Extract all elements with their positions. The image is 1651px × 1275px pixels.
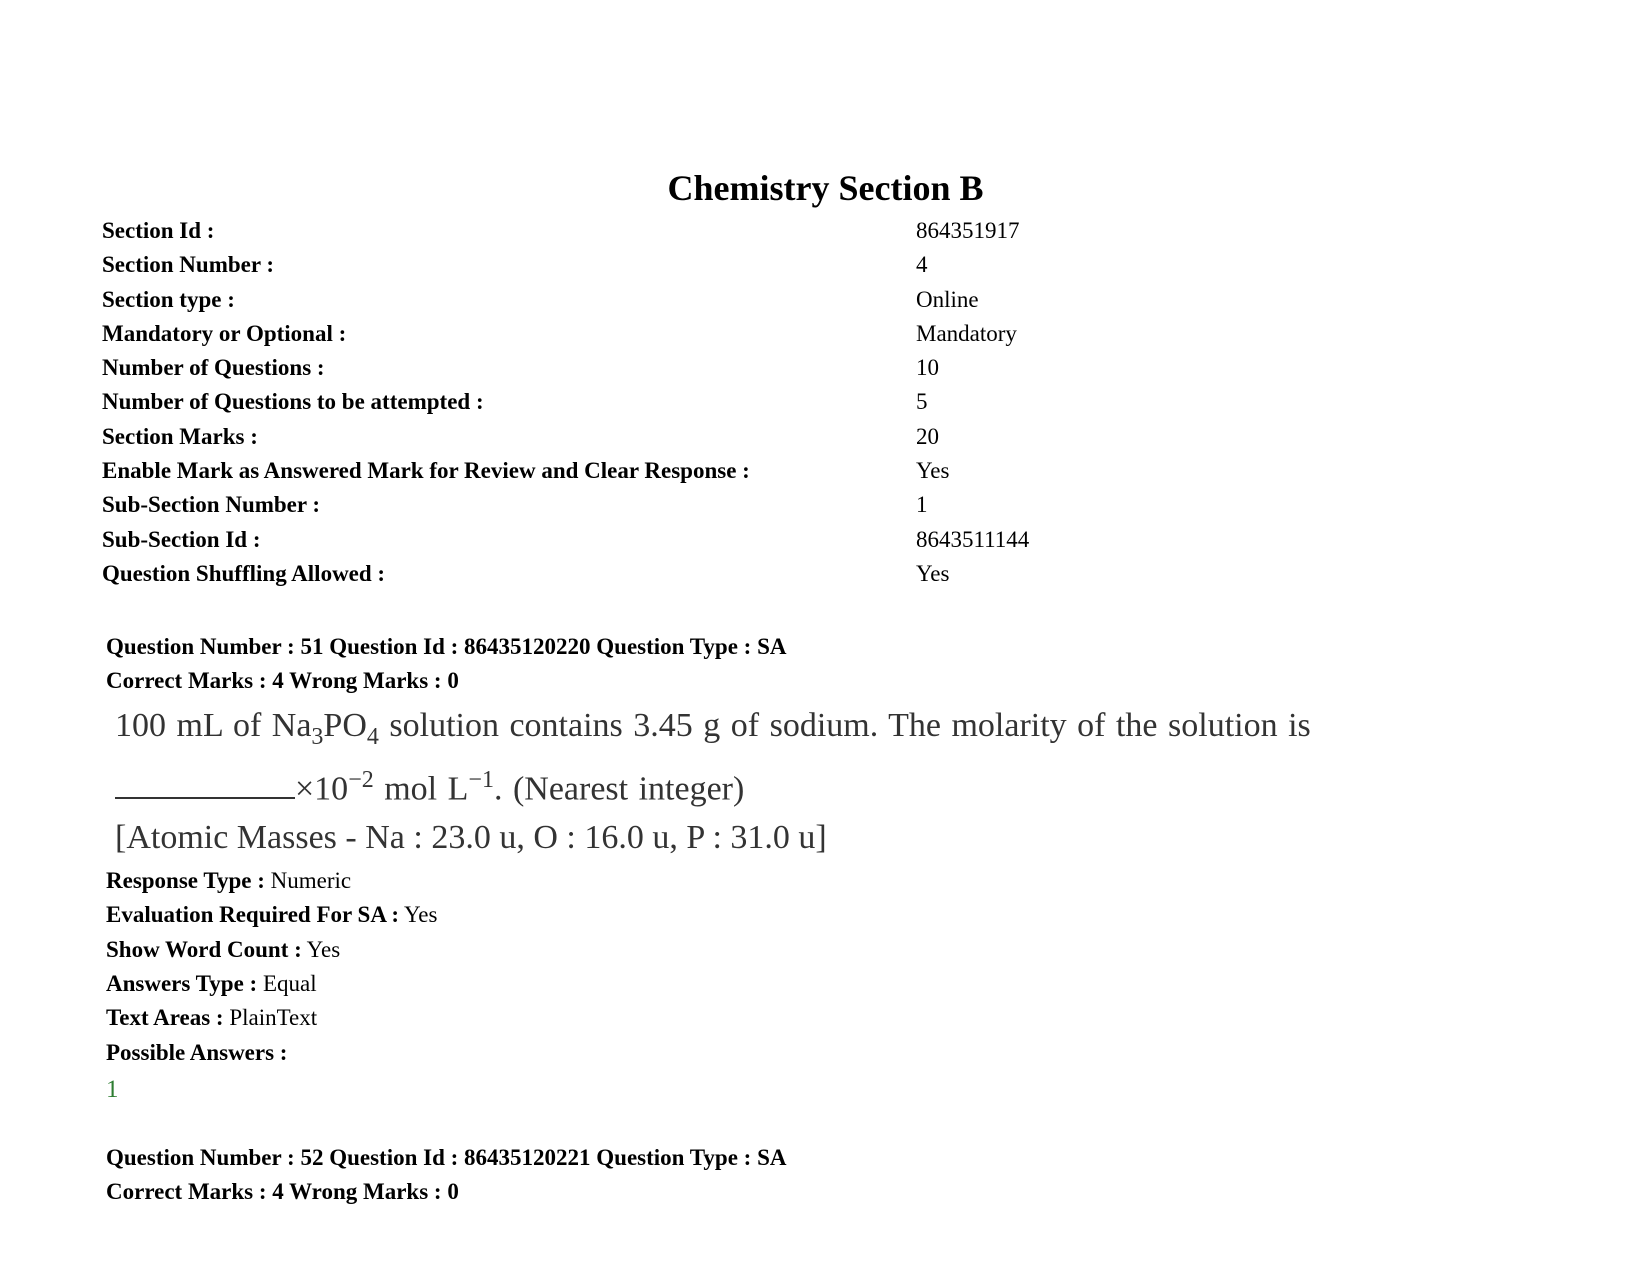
meta-row xyxy=(106,1001,1606,1035)
section-marks-value: 20 xyxy=(916,423,939,449)
question-text-part: solution contains 3.45 g of sodium. The molarity of the solution is xyxy=(378,707,1311,744)
shuffling-value: Yes xyxy=(916,560,950,586)
section-info-table xyxy=(102,214,1542,591)
meta-row xyxy=(106,1036,1606,1070)
info-row xyxy=(102,420,1542,454)
subscript: 4 xyxy=(366,723,379,750)
answers-type-label: Answers Type : xyxy=(106,971,258,997)
section-marks-label: Section Marks : xyxy=(102,423,258,449)
question-header: Question Number : 52 Question Id : 86435120221 Question Type : SA xyxy=(106,1145,787,1170)
info-row xyxy=(102,351,1542,385)
info-row xyxy=(102,454,1542,488)
question-51 xyxy=(106,630,1606,1108)
sub-section-id-label: Sub-Section Id : xyxy=(102,526,261,552)
page-title: Chemistry Section B xyxy=(667,168,984,208)
possible-answer: 1 xyxy=(106,1075,119,1103)
superscript: −1 xyxy=(468,766,494,793)
answers-type-value: Equal xyxy=(257,971,317,997)
number-of-questions-label: Number of Questions : xyxy=(102,355,325,381)
superscript: −2 xyxy=(348,766,374,793)
question-text-part: . (Nearest integer) xyxy=(493,770,745,808)
info-row xyxy=(102,385,1542,419)
info-row xyxy=(102,488,1542,522)
question-52 xyxy=(106,1141,1606,1209)
question-marks: Correct Marks : 4 Wrong Marks : 0 xyxy=(106,668,459,693)
info-row xyxy=(102,248,1542,282)
mandatory-label: Mandatory or Optional : xyxy=(102,320,347,346)
questions-to-attempt-value: 5 xyxy=(916,389,928,415)
info-row xyxy=(102,214,1542,248)
show-word-count-label: Show Word Count : xyxy=(106,936,302,962)
section-number-label: Section Number : xyxy=(102,252,275,278)
info-row xyxy=(102,283,1542,317)
show-word-count-value: Yes xyxy=(301,936,341,962)
meta-row xyxy=(106,898,1606,932)
enable-mark-value: Yes xyxy=(916,458,950,484)
section-id-label: Section Id : xyxy=(102,218,215,243)
evaluation-required-value: Yes xyxy=(399,902,438,928)
meta-row xyxy=(106,967,1606,1001)
subscript: 3 xyxy=(311,723,324,750)
section-type-value: Online xyxy=(916,286,979,312)
number-of-questions-value: 10 xyxy=(916,355,939,381)
question-text-part: 100 mL of Na xyxy=(115,707,312,744)
sub-section-number-value: 1 xyxy=(916,492,928,518)
questions-to-attempt-label: Number of Questions to be attempted : xyxy=(102,389,484,415)
info-row xyxy=(102,557,1542,591)
evaluation-required-label: Evaluation Required For SA : xyxy=(106,902,400,928)
question-marks: Correct Marks : 4 Wrong Marks : 0 xyxy=(106,1179,459,1204)
atomic-masses: [Atomic Masses - Na : 23.0 u, O : 16.0 u, P : 31.0 u] xyxy=(115,819,827,857)
question-header: Question Number : 51 Question Id : 86435120220 Question Type : SA xyxy=(106,634,787,659)
question-text-part: mol L xyxy=(373,770,469,808)
sub-section-id-value: 8643511144 xyxy=(916,526,1030,552)
section-number-value: 4 xyxy=(916,252,928,278)
response-type-value: Numeric xyxy=(264,868,352,894)
meta-row xyxy=(106,864,1606,898)
sub-section-number-label: Sub-Section Number : xyxy=(102,492,321,518)
section-type-label: Section type : xyxy=(102,286,235,312)
meta-row xyxy=(106,933,1606,967)
response-type-label: Response Type : xyxy=(106,868,265,894)
info-row xyxy=(102,317,1542,351)
question-text-part: PO xyxy=(323,707,367,744)
enable-mark-label: Enable Mark as Answered Mark for Review and Clear Response : xyxy=(102,458,750,484)
question-text-part: ×10 xyxy=(295,770,349,808)
question-text xyxy=(115,704,1606,810)
question-meta xyxy=(106,864,1606,1070)
answer-blank xyxy=(115,769,295,799)
mandatory-value: Mandatory xyxy=(916,320,1017,346)
text-areas-value: PlainText xyxy=(223,1005,318,1031)
possible-answers-label: Possible Answers : xyxy=(106,1039,288,1065)
section-id-value: 864351917 xyxy=(916,218,1020,243)
shuffling-label: Question Shuffling Allowed : xyxy=(102,560,386,586)
text-areas-label: Text Areas : xyxy=(106,1005,224,1031)
info-row xyxy=(102,523,1542,557)
